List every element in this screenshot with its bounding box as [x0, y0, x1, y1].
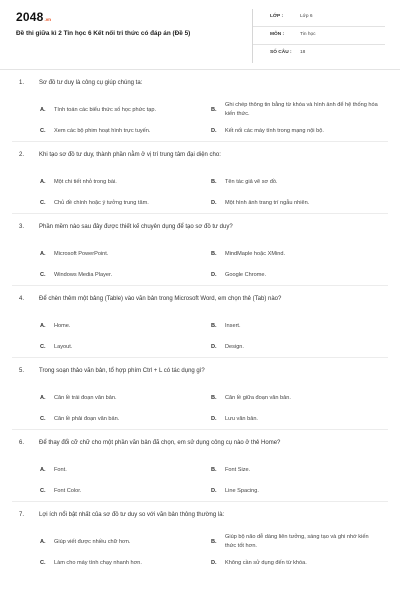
question-prompt	[19, 296, 389, 302]
option-d[interactable]	[211, 557, 381, 569]
option-letter: A.	[40, 395, 46, 401]
option-c[interactable]	[40, 413, 210, 425]
logo-domain: .vn	[44, 17, 52, 22]
question-text: Lợi ích nổi bật nhất của sơ đồ tư duy so với văn bản thông thường là:	[39, 512, 225, 518]
option-letter: A.	[40, 467, 46, 473]
question-number: 6.	[19, 440, 25, 446]
option-text: Microsoft PowerPoint.	[54, 250, 109, 257]
option-text: Windows Media Player.	[54, 271, 113, 278]
option-a[interactable]	[40, 387, 210, 409]
option-letter: B.	[211, 395, 217, 401]
option-letter: D.	[211, 344, 217, 350]
question-text: Sơ đồ tư duy là công cụ giúp chúng ta:	[39, 80, 143, 86]
question-number: 1.	[19, 80, 25, 86]
option-text: Ghi chép thông tin bằng từ khóa và hình ảnh để hệ thống hóa kiến thức.	[225, 102, 378, 117]
question-4	[0, 286, 400, 358]
option-letter: A.	[40, 323, 46, 329]
option-d[interactable]	[211, 485, 381, 497]
option-text: Căn lề trái đoạn văn bản.	[54, 394, 117, 401]
option-letter: C.	[40, 200, 46, 206]
question-text: Khi tạo sơ đồ tư duy, thành phần nằm ở vị trí trung tâm đại diện cho:	[39, 152, 221, 158]
option-letter: B.	[211, 107, 217, 113]
option-text: Font Size.	[225, 466, 251, 473]
option-b[interactable]	[211, 459, 381, 481]
question-text: Để chèn thêm một bảng (Table) vào văn bản trong Microsoft Word, em chọn thẻ (Tab) nào?	[39, 296, 282, 302]
option-letter: D.	[211, 128, 217, 134]
option-letter: C.	[40, 416, 46, 422]
option-letter: A.	[40, 539, 46, 545]
option-letter: C.	[40, 272, 46, 278]
option-d[interactable]	[211, 413, 381, 425]
option-text: Một hình ảnh trang trí ngẫu nhiên.	[225, 199, 310, 206]
option-text: Google Chrome.	[225, 271, 267, 278]
option-d[interactable]	[211, 197, 381, 209]
page-title: Đề thi giữa kì 2 Tin học 6 Kết nối tri thức có đáp án (Đề 5)	[16, 30, 191, 37]
option-letter: A.	[40, 251, 46, 257]
question-prompt	[19, 80, 389, 86]
info-value: 18	[300, 50, 306, 55]
question-number: 2.	[19, 152, 25, 158]
option-text: Xem các bộ phim hoạt hình trực tuyến.	[54, 127, 151, 134]
option-text: Chủ đề chính hoặc ý tưởng trung tâm.	[54, 199, 149, 206]
option-letter: B.	[211, 467, 217, 473]
option-text: MindMaple hoặc XMind.	[225, 250, 286, 257]
option-text: Một chi tiết nhỏ trong bài.	[54, 178, 117, 185]
option-a[interactable]	[40, 99, 210, 121]
option-b[interactable]	[211, 99, 381, 121]
option-letter: B.	[211, 539, 217, 545]
option-b[interactable]	[211, 243, 381, 265]
option-text: Line Spacing.	[225, 487, 259, 494]
option-letter: D.	[211, 272, 217, 278]
option-text: Tính toán các biểu thức số học phức tạp.	[54, 106, 157, 113]
option-a[interactable]	[40, 315, 210, 337]
option-c[interactable]	[40, 125, 210, 137]
option-text: Insert.	[225, 322, 241, 329]
question-list	[0, 70, 400, 600]
question-prompt	[19, 368, 389, 374]
page-header	[16, 6, 384, 64]
option-c[interactable]	[40, 269, 210, 281]
question-2	[0, 142, 400, 214]
option-text: Font.	[54, 466, 67, 473]
option-d[interactable]	[211, 125, 381, 137]
option-text: Giúp viết được nhiều chữ hơn.	[54, 538, 131, 545]
option-letter: D.	[211, 560, 217, 566]
option-letter: D.	[211, 416, 217, 422]
option-b[interactable]	[211, 171, 381, 193]
question-number: 3.	[19, 224, 25, 230]
question-number: 4.	[19, 296, 25, 302]
question-number: 5.	[19, 368, 25, 374]
option-letter: B.	[211, 323, 217, 329]
option-b[interactable]	[211, 387, 381, 409]
question-number: 7.	[19, 512, 25, 518]
info-row-subject	[253, 27, 385, 45]
option-text: Tên tác giả vẽ sơ đồ.	[225, 178, 278, 185]
question-text: Để thay đổi cỡ chữ cho một phần văn bản đã chọn, em sử dụng công cụ nào ở thẻ Home?	[39, 440, 281, 446]
option-letter: C.	[40, 128, 46, 134]
option-letter: C.	[40, 344, 46, 350]
option-text: Home.	[54, 322, 71, 329]
option-d[interactable]	[211, 341, 381, 353]
option-letter: B.	[211, 179, 217, 185]
question-1	[0, 70, 400, 142]
option-letter: D.	[211, 488, 217, 494]
question-7	[0, 502, 400, 574]
option-c[interactable]	[40, 197, 210, 209]
info-label: LỚP :	[270, 14, 284, 19]
info-row-question-count	[253, 45, 385, 63]
option-a[interactable]	[40, 243, 210, 265]
option-text: Lưu văn bản.	[225, 415, 258, 422]
option-letter: D.	[211, 200, 217, 206]
option-letter: A.	[40, 179, 46, 185]
option-text: Giúp bộ não dễ dàng liên tưởng, sáng tạo và ghi nhớ kiến thức tốt hơn.	[225, 534, 369, 549]
info-label: SỐ CÂU :	[270, 50, 292, 55]
option-c[interactable]	[40, 557, 210, 569]
logo-text: 2048	[16, 10, 44, 24]
option-b[interactable]	[211, 531, 381, 553]
option-a[interactable]	[40, 171, 210, 193]
option-d[interactable]	[211, 269, 381, 281]
option-text: Căn lề giữa đoạn văn bản.	[225, 394, 291, 401]
option-text: Không cần sử dụng đến từ khóa.	[225, 559, 307, 566]
info-row-class	[253, 9, 385, 27]
option-letter: B.	[211, 251, 217, 257]
question-prompt	[19, 440, 389, 446]
option-c[interactable]	[40, 485, 210, 497]
option-text: Font Color.	[54, 487, 82, 494]
option-text: Làm cho máy tính chạy nhanh hơn.	[54, 559, 142, 566]
question-text: Trong soạn thảo văn bản, tổ hợp phím Ctrl + L có tác dụng gì?	[39, 368, 205, 374]
info-value: Lớp 6	[300, 14, 313, 19]
option-text: Căn lề phải đoạn văn bản.	[54, 415, 120, 422]
option-text: Kết nối các máy tính trong mạng nội bộ.	[225, 127, 324, 134]
option-a[interactable]	[40, 531, 210, 553]
question-text: Phần mềm nào sau đây được thiết kế chuyên dụng để tạo sơ đồ tư duy?	[39, 224, 233, 230]
option-text: Layout.	[54, 343, 73, 350]
option-b[interactable]	[211, 315, 381, 337]
info-label: MÔN :	[270, 32, 285, 37]
option-text: Design.	[225, 343, 244, 350]
option-c[interactable]	[40, 341, 210, 353]
question-5	[0, 358, 400, 430]
question-prompt	[19, 512, 389, 518]
question-3	[0, 214, 400, 286]
info-value: Tin học	[300, 32, 316, 37]
site-logo[interactable]	[16, 10, 51, 24]
option-letter: C.	[40, 560, 46, 566]
option-letter: A.	[40, 107, 46, 113]
option-letter: C.	[40, 488, 46, 494]
question-prompt	[19, 224, 389, 230]
question-prompt	[19, 152, 389, 158]
question-6	[0, 430, 400, 502]
option-a[interactable]	[40, 459, 210, 481]
exam-info-box	[252, 9, 384, 63]
